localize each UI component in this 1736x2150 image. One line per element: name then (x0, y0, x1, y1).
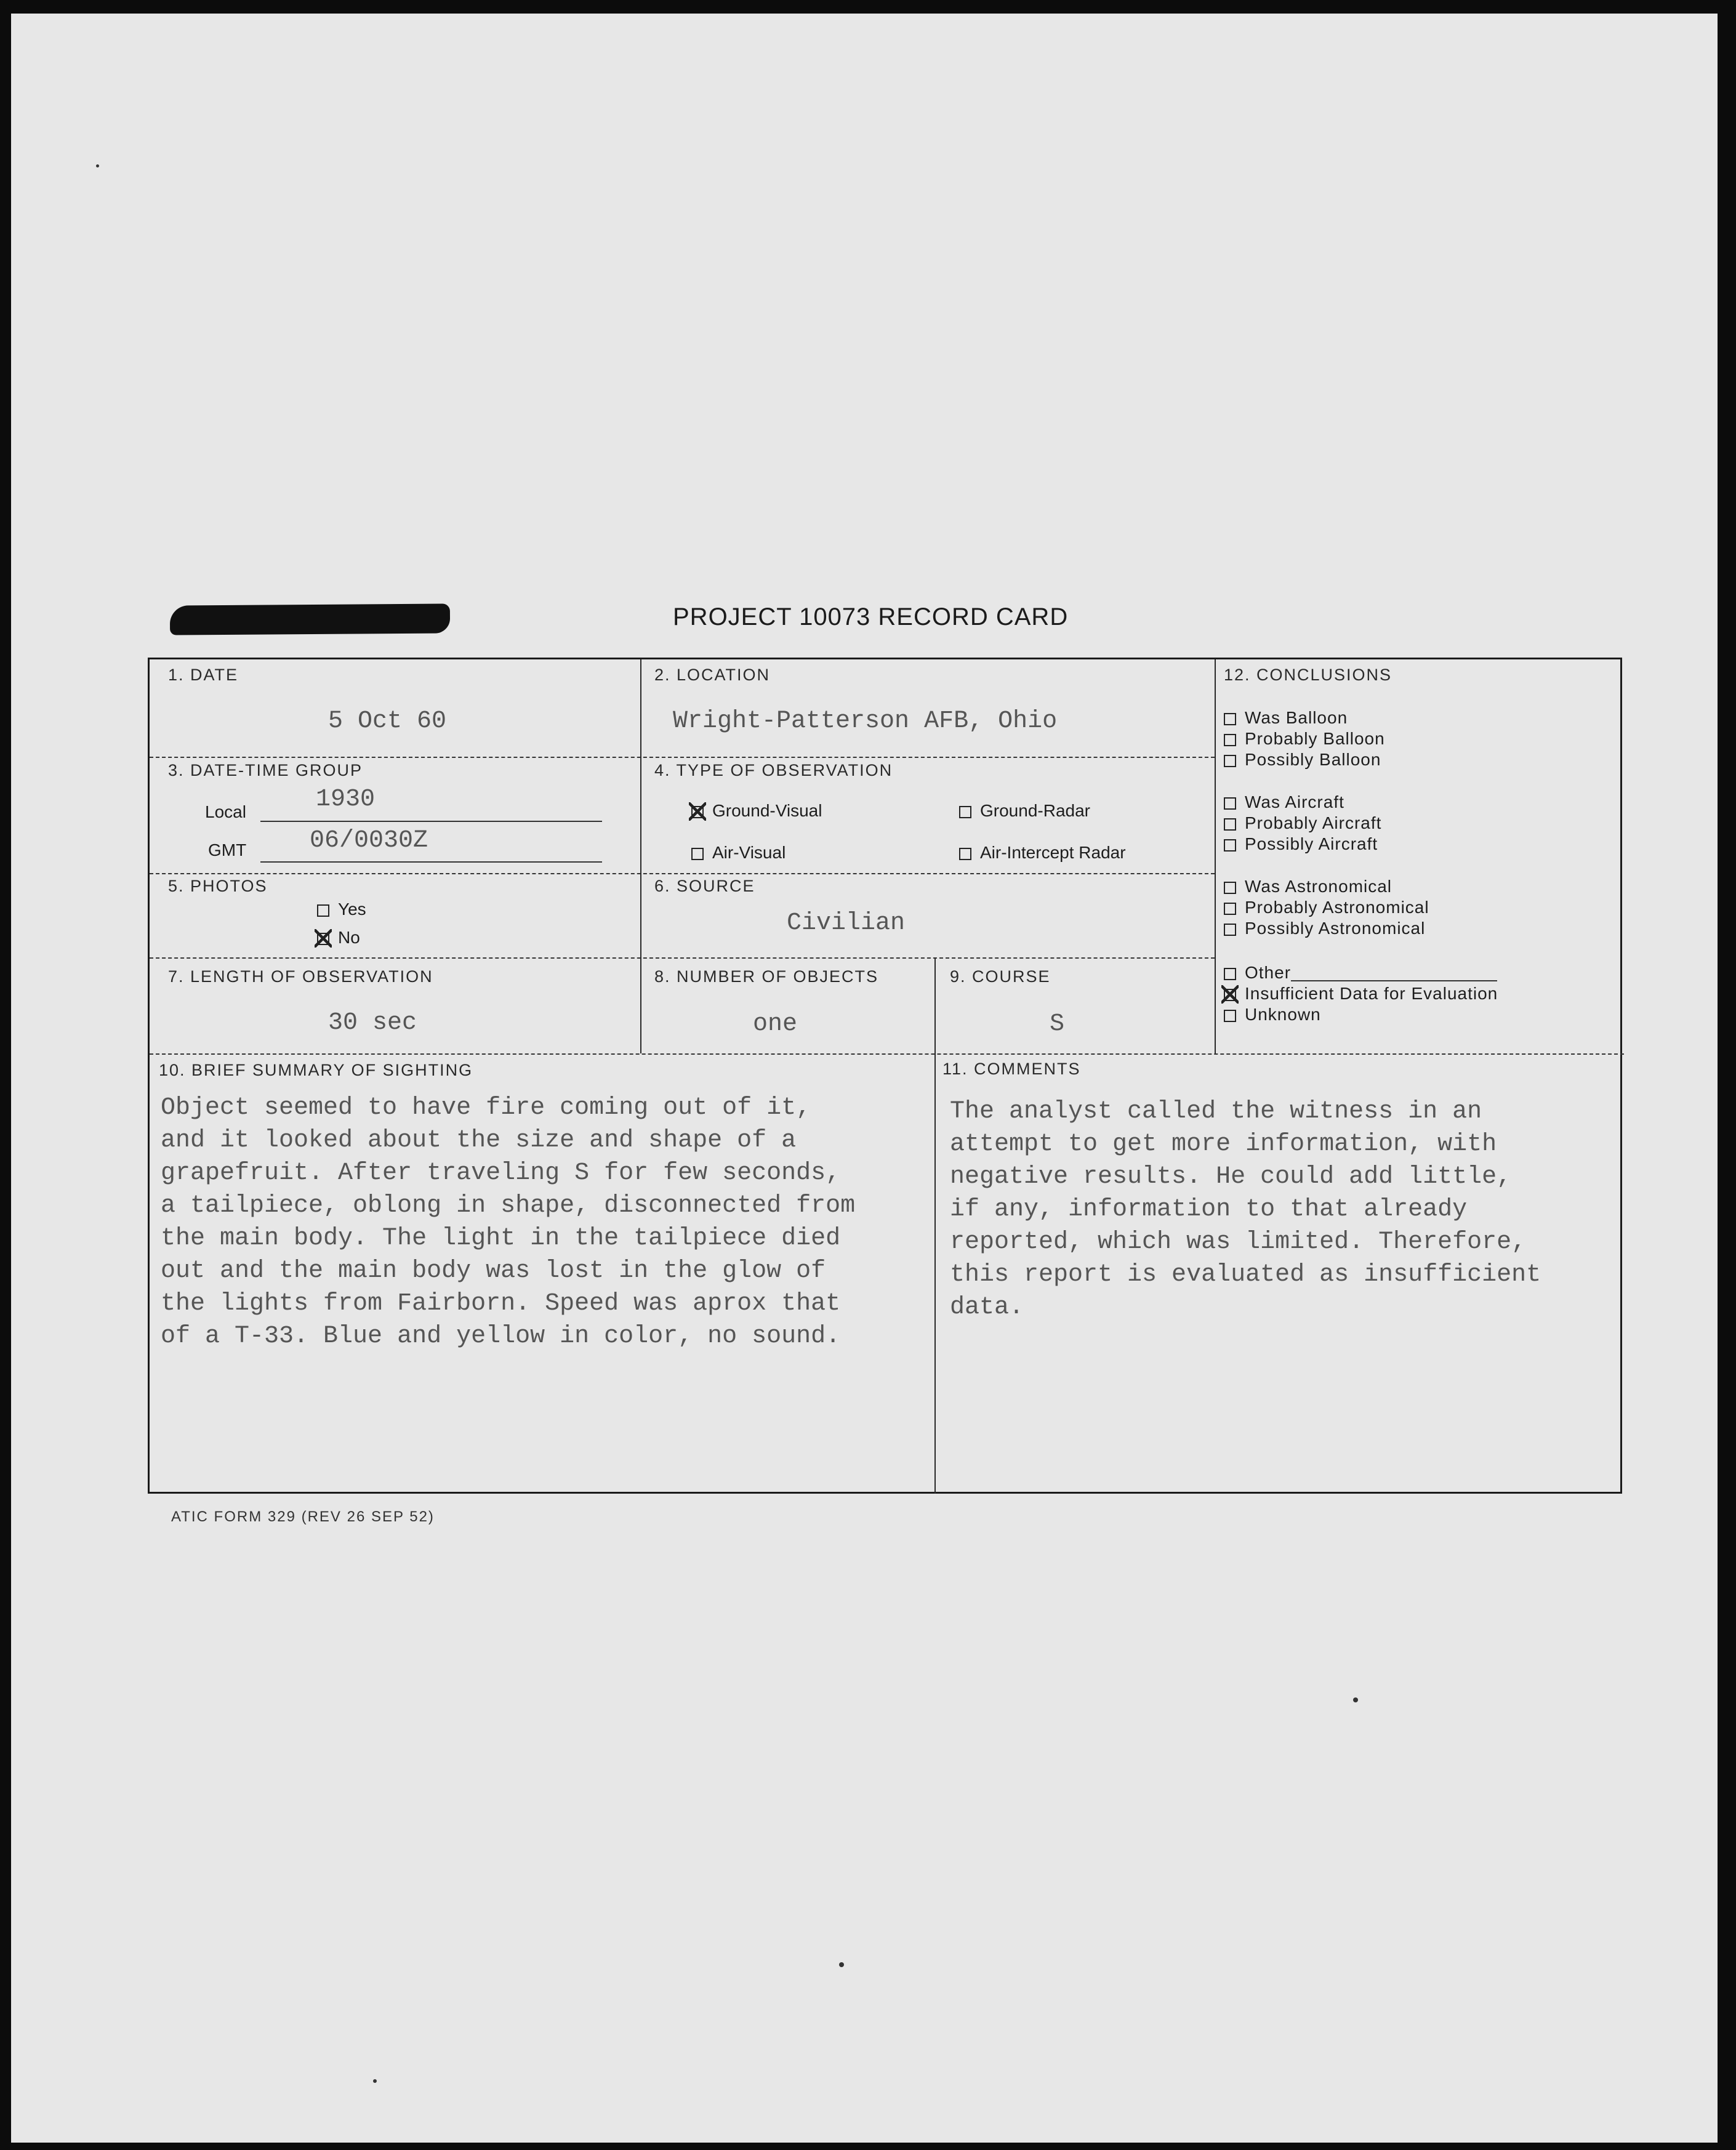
comments-line: data. (950, 1294, 1024, 1321)
checkbox-icon (691, 806, 704, 818)
divider (150, 1053, 1624, 1055)
form-number: ATIC FORM 329 (REV 26 SEP 52) (171, 1508, 435, 1525)
checkbox-icon (1224, 818, 1236, 831)
divider (1215, 659, 1216, 1053)
summary-line: Object seemed to have fire coming out of it, (161, 1094, 811, 1122)
conclusion-possibly-aircraft: Possibly Aircraft (1224, 834, 1618, 855)
conclusion-possibly-astronomical: Possibly Astronomical (1224, 918, 1618, 939)
document-page (11, 14, 1718, 2143)
summary-line: the lights from Fairborn. Speed was aprox that (161, 1290, 841, 1318)
comments-line: this report is evaluated as insufficient (950, 1261, 1541, 1289)
course-value: S (1050, 1010, 1065, 1038)
conclusion-other: Other (1224, 962, 1618, 983)
date-time-group-label: 3. DATE-TIME GROUP (168, 761, 363, 779)
option-ground-radar: Ground-Radar (959, 801, 1090, 821)
divider (150, 757, 1215, 758)
gmt-label: GMT (208, 840, 247, 860)
num-objects-value: one (753, 1010, 798, 1038)
option-ground-visual: Ground-Visual (691, 801, 822, 821)
conclusion-probably-aircraft: Probably Aircraft (1224, 813, 1618, 834)
conclusion-was-balloon: Was Balloon (1224, 707, 1618, 728)
checkbox-icon (1224, 797, 1236, 810)
gmt-underline (260, 861, 602, 863)
option-photos-no: No (317, 928, 360, 948)
conclusion-was-astronomical: Was Astronomical (1224, 876, 1618, 897)
checkbox-icon (959, 848, 971, 860)
comments-line: negative results. He could add little, (950, 1163, 1512, 1191)
date-value: 5 Oct 60 (328, 707, 447, 735)
conclusion-probably-astronomical: Probably Astronomical (1224, 897, 1618, 918)
source-label: 6. SOURCE (654, 877, 755, 895)
course-label: 9. COURSE (950, 967, 1051, 986)
conclusions-group-balloon (1224, 707, 1618, 770)
comments-line: The analyst called the witness in an (950, 1098, 1482, 1125)
checkbox-icon (1224, 734, 1236, 746)
location-value: Wright-Patterson AFB, Ohio (673, 707, 1058, 735)
checkbox-icon (1224, 968, 1236, 980)
checkbox-icon (691, 848, 704, 860)
location-label: 2. LOCATION (654, 666, 771, 684)
checkbox-icon (317, 904, 329, 917)
scan-speck (373, 2079, 377, 2083)
comments-text (950, 1095, 1541, 1324)
scan-speck (839, 1962, 844, 1967)
summary-line: out and the main body was lost in the glow of (161, 1257, 826, 1285)
option-air-intercept-radar: Air-Intercept Radar (959, 843, 1126, 863)
length-value: 30 sec (328, 1009, 417, 1037)
gmt-time-value: 06/0030Z (310, 827, 428, 855)
redaction-mark (170, 603, 450, 635)
checkbox-icon (1224, 755, 1236, 767)
checkbox-icon (959, 806, 971, 818)
summary-label: 10. BRIEF SUMMARY OF SIGHTING (159, 1061, 473, 1079)
source-value: Civilian (787, 909, 906, 937)
divider (640, 659, 641, 1053)
other-fill-line (1291, 967, 1497, 981)
conclusion-possibly-balloon: Possibly Balloon (1224, 749, 1618, 770)
scan-speck (96, 164, 99, 167)
comments-label: 11. COMMENTS (942, 1060, 1081, 1078)
checkbox-icon (1224, 924, 1236, 936)
card-title: PROJECT 10073 RECORD CARD (673, 603, 1069, 630)
summary-line: and it looked about the size and shape of a (161, 1127, 797, 1154)
summary-text (161, 1092, 855, 1353)
local-time-value: 1930 (316, 786, 376, 813)
comments-line: attempt to get more information, with (950, 1130, 1497, 1158)
comments-line: reported, which was limited. Therefore, (950, 1228, 1527, 1256)
summary-line: of a T-33. Blue and yellow in color, no sound. (161, 1323, 841, 1350)
checkbox-icon (1224, 989, 1236, 1001)
divider (150, 873, 1215, 874)
photos-label: 5. PHOTOS (168, 877, 268, 895)
summary-line: grapefruit. After traveling S for few seconds, (161, 1159, 841, 1187)
option-photos-yes: Yes (317, 900, 366, 919)
length-label: 7. LENGTH OF OBSERVATION (168, 967, 433, 986)
conclusions-group-other (1224, 962, 1618, 1025)
conclusion-was-aircraft: Was Aircraft (1224, 792, 1618, 813)
checkbox-icon (1224, 839, 1236, 852)
conclusion-unknown: Unknown (1224, 1004, 1618, 1025)
checkbox-icon (1224, 882, 1236, 894)
local-label: Local (205, 802, 246, 821)
summary-line: a tailpiece, oblong in shape, disconnected from (161, 1192, 856, 1220)
observation-type-label: 4. TYPE OF OBSERVATION (654, 761, 893, 779)
num-objects-label: 8. NUMBER OF OBJECTS (654, 967, 879, 986)
date-label: 1. DATE (168, 666, 239, 684)
conclusions-group-aircraft (1224, 792, 1618, 855)
option-air-visual: Air-Visual (691, 843, 786, 863)
scan-speck (1353, 1697, 1358, 1702)
conclusion-probably-balloon: Probably Balloon (1224, 728, 1618, 749)
conclusions-label: 12. CONCLUSIONS (1224, 666, 1392, 684)
divider (150, 957, 1215, 959)
divider (934, 957, 936, 1494)
local-underline (260, 821, 602, 822)
record-card (148, 658, 1622, 1494)
checkbox-icon (317, 933, 329, 945)
checkbox-icon (1224, 903, 1236, 915)
conclusion-insufficient-data: Insufficient Data for Evaluation (1224, 983, 1618, 1004)
summary-line: the main body. The light in the tailpiece died (161, 1225, 841, 1252)
comments-line: if any, information to that already (950, 1196, 1468, 1223)
checkbox-icon (1224, 713, 1236, 725)
conclusions-group-astronomical (1224, 876, 1618, 939)
checkbox-icon (1224, 1010, 1236, 1022)
